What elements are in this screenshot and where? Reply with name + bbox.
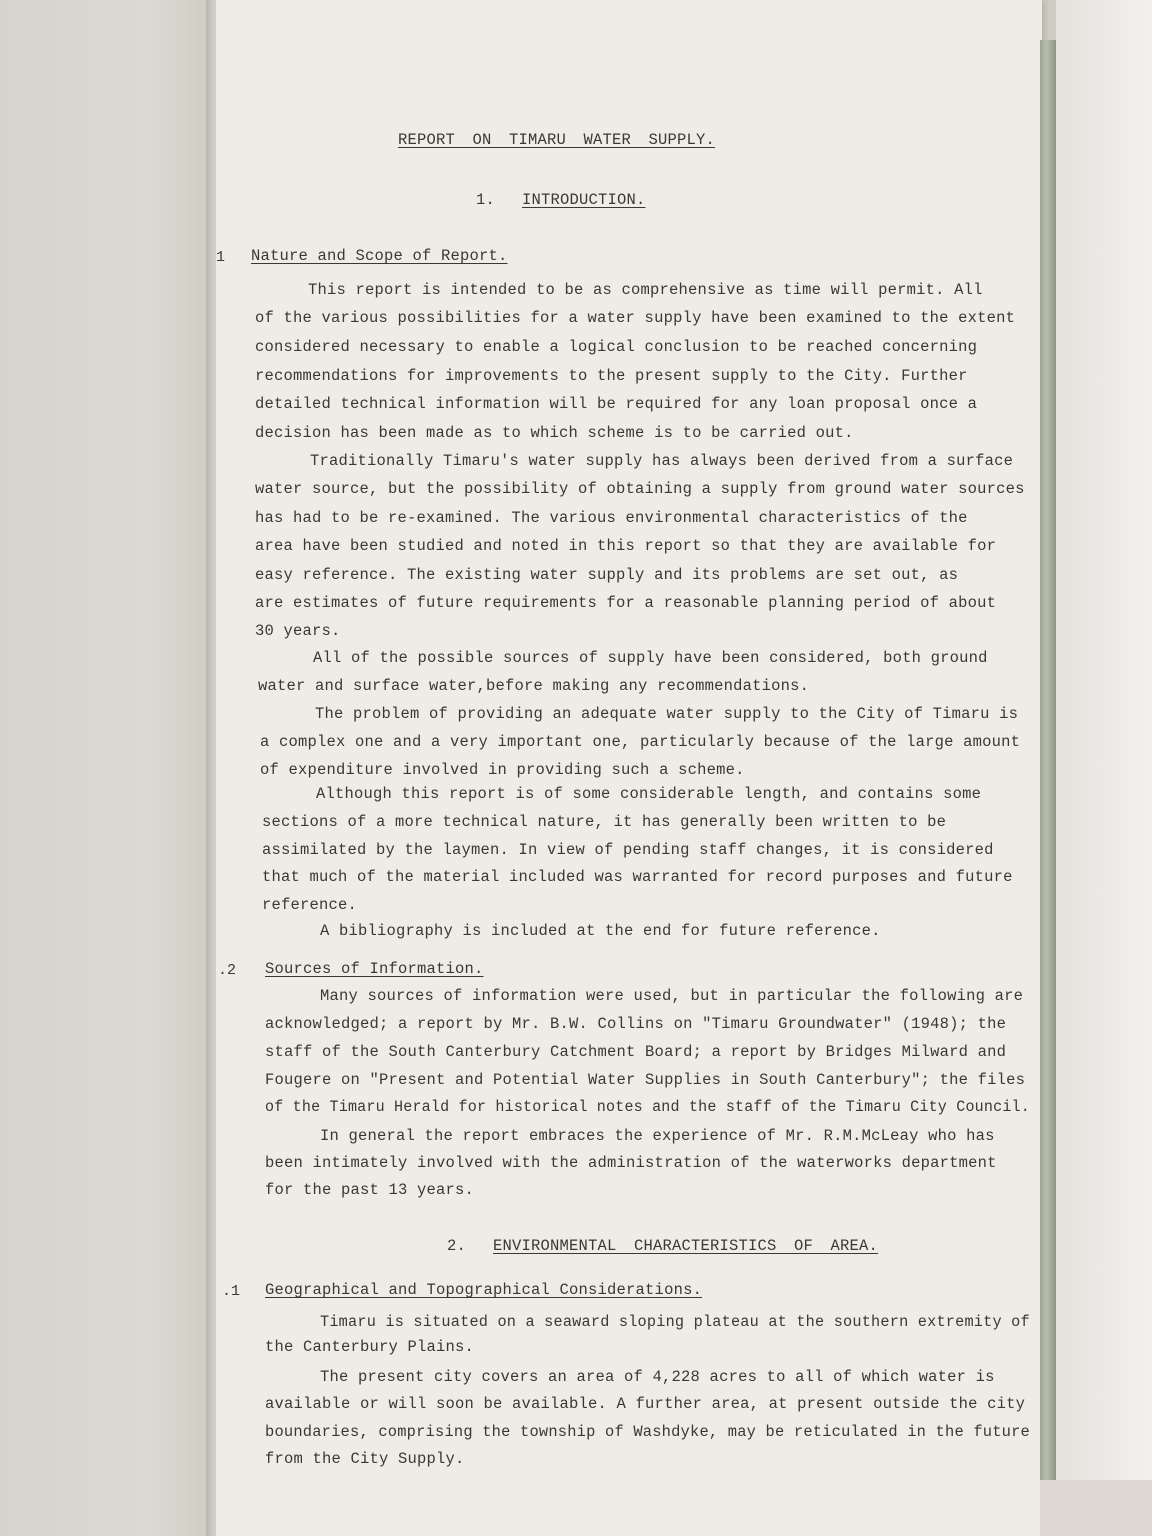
para-2-line: Traditionally Timaru's water supply has always been derived from a surface [310, 452, 1014, 470]
para-1-line: This report is intended to be as comprehensive as time will permit. All [308, 281, 983, 299]
para-2-line: easy reference. The existing water supply and its problems are set out, as [255, 566, 959, 584]
para-1-line: recommendations for improvements to the present supply to the City. Further [255, 367, 968, 385]
binding-edge [1040, 40, 1056, 1480]
section-2-1-number: .1 [222, 1283, 241, 1300]
para-2-line: 30 years. [255, 622, 341, 640]
background-shadow [1040, 1480, 1152, 1536]
section-1-1-number: 1 [216, 249, 226, 266]
para-5-line: that much of the material included was warranted for record purposes and future [262, 868, 1013, 886]
section-1-title: INTRODUCTION. [522, 191, 646, 209]
para-4-line: The problem of providing an adequate water supply to the City of Timaru is [315, 705, 1019, 723]
para-9-line: the Canterbury Plains. [265, 1338, 475, 1356]
para-2-line: has had to be re-examined. The various environmental characteristics of the [255, 509, 968, 527]
para-10-line: boundaries, comprising the township of Washdyke, may be reticulated in the future [265, 1423, 1031, 1441]
section-1-2-heading: Sources of Information. [265, 960, 484, 978]
section-1-2-number: .2 [218, 962, 237, 979]
para-4-line: of expenditure involved in providing such a scheme. [260, 761, 745, 779]
para-5-line: Although this report is of some considerable length, and contains some [316, 785, 982, 803]
para-10-line: available or will soon be available. A further area, at present outside the city [265, 1395, 1026, 1413]
section-2-number: 2. [447, 1237, 467, 1255]
report-title: REPORT ON TIMARU WATER SUPPLY. [398, 131, 716, 149]
para-8-line: for the past 13 years. [265, 1181, 475, 1199]
para-7-line: staff of the South Canterbury Catchment Board; a report by Bridges Milward and [265, 1043, 1007, 1061]
para-1-line: decision has been made as to which scheme is to be carried out. [255, 424, 854, 442]
section-1-1-heading: Nature and Scope of Report. [251, 247, 508, 265]
para-5-line: sections of a more technical nature, it has generally been written to be [262, 813, 947, 831]
section-1-number: 1. [476, 191, 496, 209]
para-4-line: a complex one and a very important one, particularly because of the large amount [260, 733, 1021, 751]
para-8-line: In general the report embraces the experience of Mr. R.M.McLeay who has [320, 1127, 995, 1145]
para-2-line: water source, but the possibility of obtaining a supply from ground water sources [255, 480, 1025, 498]
para-1-line: detailed technical information will be required for any loan proposal once a [255, 395, 978, 413]
para-6-line: A bibliography is included at the end for future reference. [320, 922, 881, 940]
section-2-1-heading: Geographical and Topographical Considerations. [265, 1281, 703, 1299]
para-2-line: are estimates of future requirements for a reasonable planning period of about [255, 594, 997, 612]
para-9-line: Timaru is situated on a seaward sloping plateau at the southern extremity of [320, 1313, 1030, 1331]
para-1-line: considered necessary to enable a logical conclusion to be reached concerning [255, 338, 978, 356]
para-7-line: of the Timaru Herald for historical notes and the staff of the Timaru City Council. [265, 1098, 1030, 1116]
para-7-line: Many sources of information were used, but in particular the following are [320, 987, 1024, 1005]
para-3-line: All of the possible sources of supply have been considered, both ground [313, 649, 988, 667]
para-10-line: from the City Supply. [265, 1450, 465, 1468]
para-7-line: Fougere on "Present and Potential Water Supplies in South Canterbury"; the files [265, 1071, 1026, 1089]
para-3-line: water and surface water,before making any recommendations. [258, 677, 810, 695]
para-5-line: assimilated by the laymen. In view of pending staff changes, it is considered [262, 841, 994, 859]
para-5-line: reference. [262, 896, 358, 914]
facing-page [0, 0, 212, 1536]
background-surface [1056, 0, 1152, 1536]
para-2-line: area have been studied and noted in this report so that they are available for [255, 537, 997, 555]
para-1-line: of the various possibilities for a water supply have been examined to the extent [255, 309, 1016, 327]
section-2-title: ENVIRONMENTAL CHARACTERISTICS OF AREA. [493, 1237, 879, 1255]
para-7-line: acknowledged; a report by Mr. B.W. Collins on "Timaru Groundwater" (1948); the [265, 1015, 1007, 1033]
para-8-line: been intimately involved with the administration of the waterworks department [265, 1154, 997, 1172]
para-10-line: The present city covers an area of 4,228 acres to all of which water is [320, 1368, 995, 1386]
